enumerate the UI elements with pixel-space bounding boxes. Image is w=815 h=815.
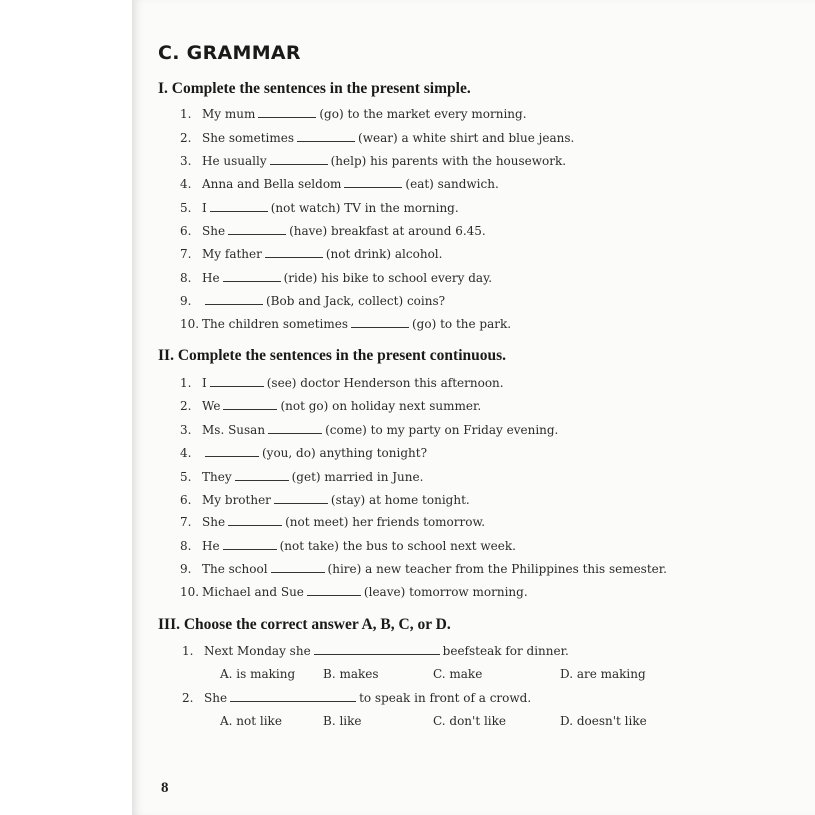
- answer-blank[interactable]: [210, 375, 264, 387]
- item-text-before: Anna and Bella seldom: [202, 177, 342, 191]
- item-number: 6.: [180, 224, 192, 238]
- section-heading: I. Complete the sentences in the present simple.: [158, 80, 471, 97]
- item-number: 7.: [180, 247, 192, 261]
- answer-blank[interactable]: [351, 316, 409, 328]
- exercise-item: [182, 641, 569, 661]
- answer-blank[interactable]: [228, 514, 282, 526]
- item-number: 2.: [180, 399, 192, 413]
- exercise-item: [180, 490, 470, 510]
- exercise-item: [180, 104, 527, 124]
- answer-blank[interactable]: [270, 153, 328, 165]
- answer-blank[interactable]: [268, 422, 322, 434]
- item-text-after: (ride) his bike to school every day.: [283, 271, 493, 285]
- answer-blank[interactable]: [223, 398, 277, 410]
- exercise-item: [180, 314, 511, 334]
- answer-option[interactable]: B. makes: [323, 667, 379, 681]
- answer-blank[interactable]: [205, 293, 263, 305]
- item-text-after: beefsteak for dinner.: [442, 644, 569, 658]
- answer-option[interactable]: B. like: [323, 714, 362, 728]
- item-number: 5.: [180, 470, 192, 484]
- item-text-before: She sometimes: [202, 131, 295, 145]
- item-text-after: (get) married in June.: [291, 470, 424, 484]
- item-text-after: (see) doctor Henderson this afternoon.: [266, 376, 504, 390]
- item-text-before: She: [204, 691, 228, 705]
- item-text-after: (go) to the park.: [412, 317, 512, 331]
- exercise-item: [180, 268, 492, 288]
- item-text-before: We: [202, 399, 221, 413]
- item-text-after: (eat) sandwich.: [405, 177, 499, 191]
- page-number: 8: [161, 780, 169, 796]
- item-text-before: My brother: [202, 493, 271, 507]
- answer-blank[interactable]: [205, 445, 259, 457]
- exercise-item: [180, 559, 667, 579]
- item-number: 3.: [180, 423, 192, 437]
- page-title: C. GRAMMAR: [158, 42, 301, 64]
- item-text-before: My mum: [202, 107, 256, 121]
- item-text-after: (go) to the market every morning.: [319, 107, 527, 121]
- item-number: 4.: [180, 446, 192, 460]
- exercise-item: [180, 396, 481, 416]
- item-text-before: I: [202, 201, 207, 215]
- item-text-after: to speak in front of a crowd.: [359, 691, 532, 705]
- item-text-after: (have) breakfast at around 6.45.: [289, 224, 486, 238]
- item-text-before: He: [202, 271, 220, 285]
- answer-option[interactable]: C. don't like: [433, 714, 507, 728]
- exercise-item: [180, 244, 442, 264]
- item-number: 9.: [180, 562, 192, 576]
- item-text-before: Ms. Susan: [202, 423, 266, 437]
- item-number: 5.: [180, 201, 192, 215]
- answer-option[interactable]: D. are making: [560, 667, 646, 681]
- item-text-after: (hire) a new teacher from the Philippines this semester.: [327, 562, 667, 576]
- item-number: 1.: [182, 644, 194, 658]
- item-text-after: (help) his parents with the housework.: [330, 154, 567, 168]
- item-number: 3.: [180, 154, 192, 168]
- answer-blank[interactable]: [230, 690, 356, 702]
- answer-blank[interactable]: [274, 492, 328, 504]
- answer-option[interactable]: C. make: [433, 667, 483, 681]
- item-text-before: I: [202, 376, 207, 390]
- exercise-item: [180, 128, 574, 148]
- item-number: 6.: [180, 493, 192, 507]
- item-number: 8.: [180, 539, 192, 553]
- answer-blank[interactable]: [314, 643, 440, 655]
- answer-blank[interactable]: [344, 176, 402, 188]
- item-text-before: He usually: [202, 154, 267, 168]
- answer-blank[interactable]: [258, 106, 316, 118]
- item-number: 7.: [180, 515, 192, 529]
- item-number: 1.: [180, 376, 192, 390]
- item-text-after: (not meet) her friends tomorrow.: [285, 515, 486, 529]
- item-text-after: (not go) on holiday next summer.: [280, 399, 482, 413]
- section-heading: III. Choose the correct answer A, B, C, or D.: [158, 616, 451, 633]
- answer-blank[interactable]: [297, 130, 355, 142]
- item-number: 9.: [180, 294, 192, 308]
- exercise-item: [180, 420, 558, 440]
- section-heading: II. Complete the sentences in the present continuous.: [158, 347, 507, 364]
- answer-blank[interactable]: [210, 200, 268, 212]
- exercise-item: [182, 688, 531, 708]
- item-text-before: The children sometimes: [202, 317, 348, 331]
- answer-blank[interactable]: [223, 538, 277, 550]
- item-text-after: (not take) the bus to school next week.: [279, 539, 516, 553]
- item-text-before: Michael and Sue: [202, 585, 304, 599]
- item-text-after: (wear) a white shirt and blue jeans.: [358, 131, 575, 145]
- exercise-item: [180, 291, 445, 311]
- item-number: 1.: [180, 107, 192, 121]
- exercise-item: [180, 536, 516, 556]
- item-number: 10.: [180, 317, 200, 331]
- answer-blank[interactable]: [228, 223, 286, 235]
- answer-blank[interactable]: [223, 270, 281, 282]
- answer-blank[interactable]: [307, 584, 361, 596]
- item-text-before: My father: [202, 247, 262, 261]
- item-text-after: (come) to my party on Friday evening.: [325, 423, 559, 437]
- item-text-after: (you, do) anything tonight?: [262, 446, 427, 460]
- answer-option[interactable]: A. is making: [220, 667, 296, 681]
- exercise-item: [180, 467, 423, 487]
- exercise-item: [180, 582, 528, 602]
- item-text-after: (Bob and Jack, collect) coins?: [266, 294, 446, 308]
- exercise-item: [180, 373, 504, 393]
- item-number: 2.: [180, 131, 192, 145]
- item-text-before: She: [202, 224, 226, 238]
- item-text-before: She: [202, 515, 226, 529]
- item-text-before: They: [202, 470, 232, 484]
- exercise-item: [180, 221, 486, 241]
- item-number: 8.: [180, 271, 192, 285]
- item-text-before: The school: [202, 562, 268, 576]
- exercise-item: [180, 512, 485, 532]
- exercise-item: [180, 174, 499, 194]
- exercise-item: [180, 151, 566, 171]
- item-text-before: Next Monday she: [204, 644, 311, 658]
- item-text-after: (not drink) alcohol.: [325, 247, 443, 261]
- item-number: 10.: [180, 585, 200, 599]
- exercise-item: [180, 443, 427, 463]
- item-text-after: (leave) tomorrow morning.: [363, 585, 528, 599]
- exercise-item: [180, 198, 459, 218]
- item-text-after: (not watch) TV in the morning.: [270, 201, 459, 215]
- answer-option[interactable]: A. not like: [220, 714, 282, 728]
- answer-blank[interactable]: [265, 246, 323, 258]
- answer-blank[interactable]: [235, 469, 289, 481]
- item-number: 2.: [182, 691, 194, 705]
- answer-blank[interactable]: [271, 561, 325, 573]
- answer-option[interactable]: D. doesn't like: [560, 714, 647, 728]
- item-text-before: He: [202, 539, 220, 553]
- item-number: 4.: [180, 177, 192, 191]
- item-text-after: (stay) at home tonight.: [330, 493, 470, 507]
